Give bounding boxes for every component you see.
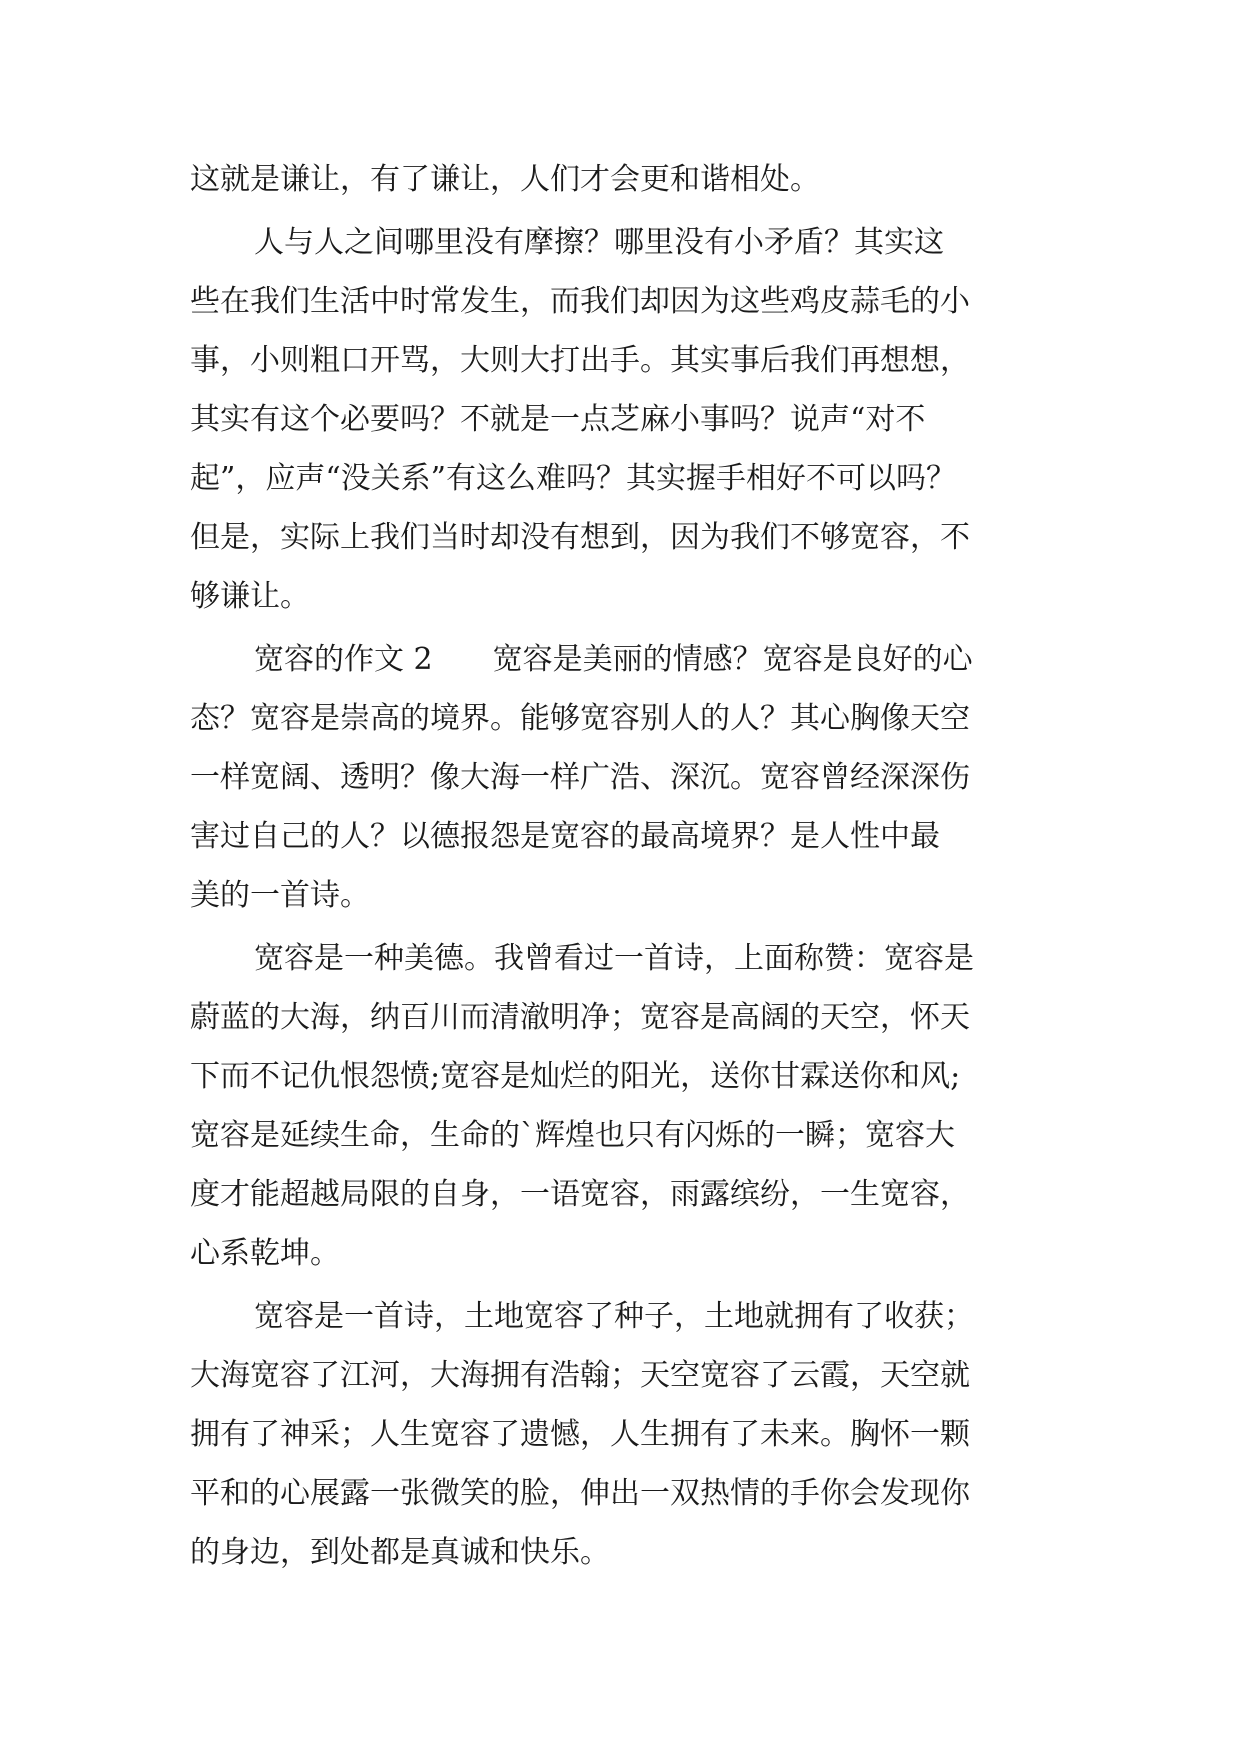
text-line: 大海宽容了江河，大海拥有浩翰；天空宽容了云霞，天空就	[190, 1358, 970, 1393]
text-line: 些在我们生活中时常发生，而我们却因为这些鸡皮蒜毛的小	[190, 284, 970, 319]
text-line: 拥有了神采；人生宽容了遗憾，人生拥有了未来。胸怀一颗	[190, 1417, 970, 1452]
text-line: 但是，实际上我们当时却没有想到，因为我们不够宽容，不	[190, 520, 970, 555]
text-line: 够谦让。	[190, 579, 310, 614]
text-line: 下而不记仇恨怨愤;宽容是灿烂的阳光，送你甘霖送你和风;	[190, 1059, 961, 1094]
text-line: 一样宽阔、透明？像大海一样广浩、深沉。宽容曾经深深伤	[190, 760, 970, 795]
text-line: 害过自己的人？以德报怨是宽容的最高境界？是人性中最	[190, 819, 940, 854]
document-body	[190, 150, 1050, 1582]
text-line: 这就是谦让，有了谦让，人们才会更和谐相处。	[190, 162, 820, 197]
text-line: 美的一首诗。	[190, 878, 370, 913]
text-line: 度才能超越局限的自身，一语宽容，雨露缤纷，一生宽容，	[190, 1177, 970, 1212]
text-line: 事，小则粗口开骂，大则大打出手。其实事后我们再想想，	[190, 343, 970, 378]
text-line: 平和的心展露一张微笑的脸，伸出一双热情的手你会发现你	[190, 1476, 970, 1511]
text-line: 的身边，到处都是真诚和快乐。	[190, 1535, 610, 1570]
paragraph-start-line: 宽容是一种美德。我曾看过一首诗，上面称赞：宽容是	[254, 941, 974, 976]
paragraph-start-line: 宽容的作文 2 宽容是美丽的情感？宽容是良好的心	[254, 642, 973, 677]
paragraph-start-line: 宽容是一首诗，土地宽容了种子，土地就拥有了收获；	[254, 1299, 974, 1334]
text-line: 心系乾坤。	[190, 1236, 340, 1271]
text-line: 其实有这个必要吗？不就是一点芝麻小事吗？说声“对不	[190, 402, 926, 437]
text-line: 态？宽容是崇高的境界。能够宽容别人的人？其心胸像天空	[190, 701, 970, 736]
text-line: 起”，应声“没关系”有这么难吗？其实握手相好不可以吗？	[190, 461, 957, 496]
text-line: 宽容是延续生命，生命的`辉煌也只有闪烁的一瞬；宽容大	[190, 1118, 955, 1153]
text-line: 蔚蓝的大海，纳百川而清澈明净；宽容是高阔的天空，怀天	[190, 1000, 970, 1035]
paragraph-start-line: 人与人之间哪里没有摩擦？哪里没有小矛盾？其实这	[254, 225, 944, 260]
